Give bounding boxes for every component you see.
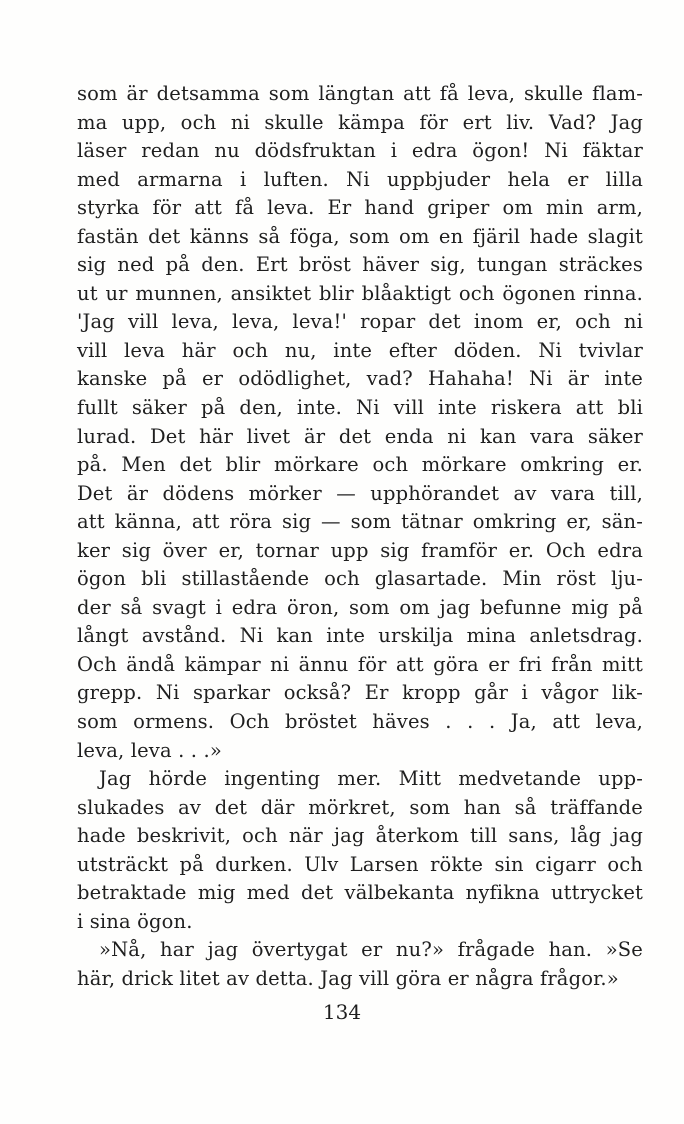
text-line: kanske på er odödlighet, vad? Hahaha! Ni är inte [77, 367, 643, 391]
text-line-paragraph-end: här, drick litet av detta. Jag vill göra er några frågor.» [77, 966, 619, 990]
text-line-paragraph-end: i sina ögon. [77, 909, 193, 933]
text-line: att känna, att röra sig — som tätnar omkring er, sän- [77, 510, 643, 534]
text-line: slukades av det där mörkret, som han så träffande [77, 795, 643, 819]
text-line-paragraph-start: Jag hörde ingenting mer. Mitt medvetande upp- [99, 767, 643, 791]
text-line: vill leva här och nu, inte efter döden. Ni tvivlar [77, 338, 643, 362]
text-line: styrka för att få leva. Er hand griper om min arm, [77, 196, 643, 220]
text-line-paragraph-start: »Nå, har jag övertygat er nu?» frågade han. »Se [99, 938, 643, 962]
text-line: lurad. Det här livet är det enda ni kan vara säker [77, 424, 643, 448]
text-line: Det är dödens mörker — upphörandet av vara till, [77, 481, 643, 505]
text-line: sig ned på den. Ert bröst häver sig, tungan sträckes [77, 253, 643, 277]
page-number: 134 [322, 1000, 362, 1024]
text-line: fastän det känns så föga, som om en fjäril hade slagit [77, 224, 643, 248]
text-line: ögon bli stillastående och glasartade. Min röst lju- [77, 567, 643, 591]
text-line: der så svagt i edra öron, som om jag befunne mig på [77, 595, 643, 619]
body-text [77, 80, 643, 994]
text-line: grepp. Ni sparkar också? Er kropp går i vågor lik- [77, 681, 643, 705]
text-line: med armarna i luften. Ni uppbjuder hela er lilla [77, 167, 643, 191]
text-line: som ormens. Och bröstet häves . . . Ja, att leva, [77, 710, 643, 734]
text-line: på. Men det blir mörkare och mörkare omkring er. [77, 453, 643, 477]
text-line: långt avstånd. Ni kan inte urskilja mina anletsdrag. [77, 624, 643, 648]
text-line: utsträckt på durken. Ulv Larsen rökte sin cigarr och [77, 852, 643, 876]
text-line: Och ändå kämpar ni ännu för att göra er fri från mitt [77, 652, 643, 676]
text-line-paragraph-end: leva, leva . . .» [77, 738, 222, 762]
text-line: som är detsamma som längtan att få leva, skulle flam- [77, 82, 643, 105]
text-line: läser redan nu dödsfruktan i edra ögon! Ni fäktar [77, 139, 643, 163]
text-line: fullt säker på den, inte. Ni vill inte riskera att bli [77, 396, 643, 420]
text-line: ker sig över er, tornar upp sig framför er. Och edra [77, 538, 643, 562]
text-line: 'Jag vill leva, leva, leva!' ropar det inom er, och ni [77, 310, 643, 334]
text-line: ma upp, och ni skulle kämpa för ert liv. Vad? Jag [77, 110, 643, 134]
text-line: hade beskrivit, och när jag återkom till sans, låg jag [77, 824, 643, 848]
text-line: betraktade mig med det välbekanta nyfikna uttrycket [77, 881, 643, 905]
text-line: ut ur munnen, ansiktet blir blåaktigt och ögonen rinna. [77, 281, 643, 305]
